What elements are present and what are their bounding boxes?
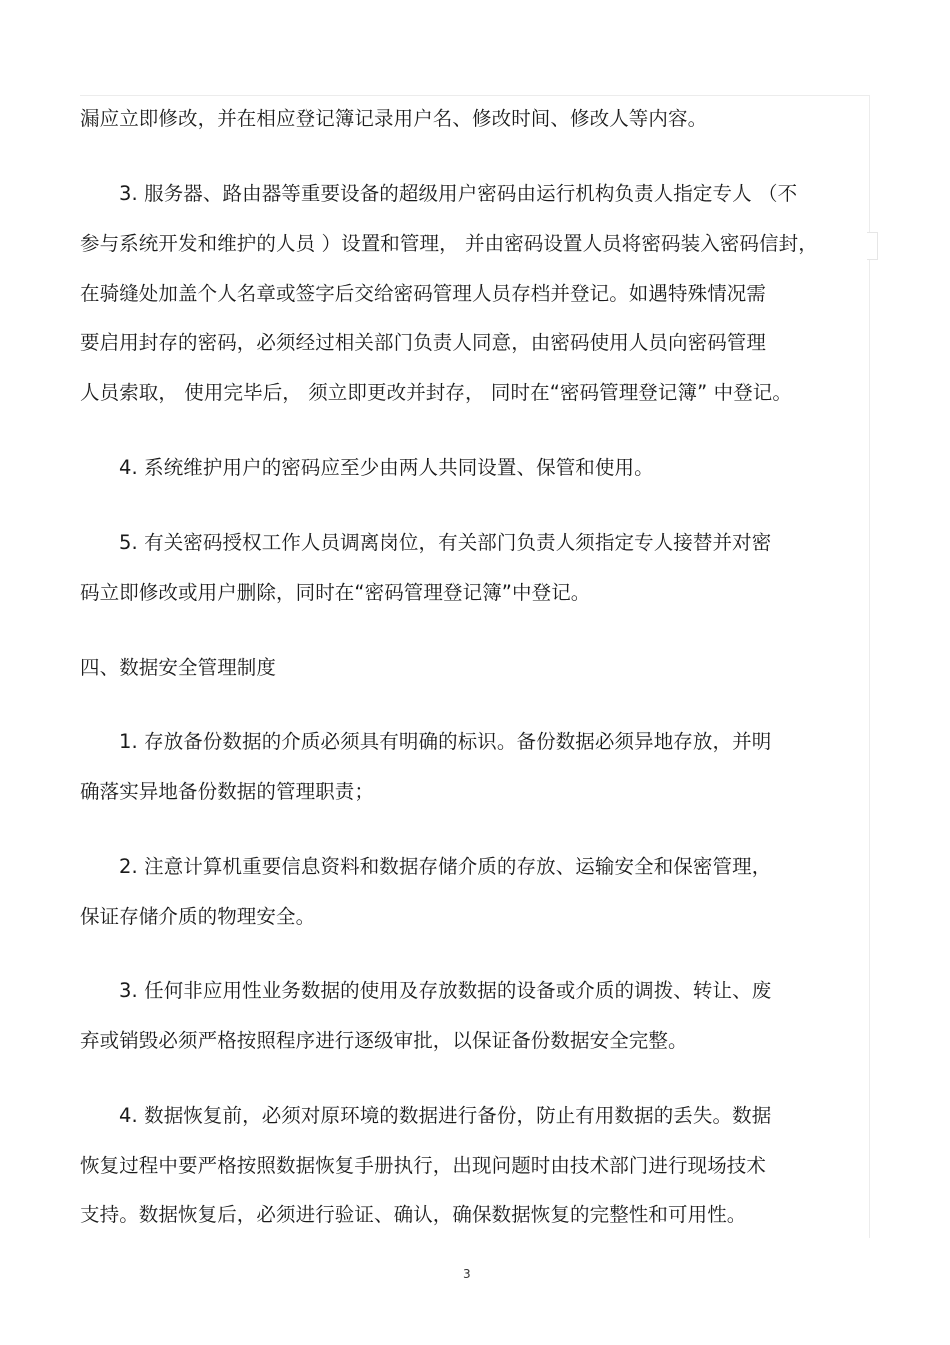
heading-text: 四、数据安全管理制度 <box>80 656 277 679</box>
text-line: 码立即修改或用户删除，同时在“密码管理登记簿”中登记。 <box>80 581 591 604</box>
text-line: 恢复过程中要严格按照数据恢复手册执行，出现问题时由技术部门进行现场技术 <box>80 1154 767 1177</box>
text-line: 漏应立即修改，并在相应登记簿记录用户名、修改时间、修改人等内容。 <box>80 107 708 130</box>
page-border-top <box>80 95 870 96</box>
text-line: 确落实异地备份数据的管理职责； <box>80 780 375 803</box>
text-line: 要启用封存的密码，必须经过相关部门负责人同意，由密码使用人员向密码管理 <box>80 331 767 354</box>
text-line: 3. 服务器、路由器等重要设备的超级用户密码由运行机构负责人指定专人 （不 <box>119 182 798 205</box>
text-line: 人员索取， 使用完毕后， 须立即更改并封存， 同时在“密码管理登记簿” 中登记。 <box>80 381 792 404</box>
page-border-right <box>869 95 870 1238</box>
text-line: 在骑缝处加盖个人名章或签字后交给密码管理人员存档并登记。如遇特殊情况需 <box>80 282 767 305</box>
text-line: 1. 存放备份数据的介质必须具有明确的标识。备份数据必须异地存放，并明 <box>119 730 772 753</box>
text-line: 保证存储介质的物理安全。 <box>80 905 316 928</box>
text-line: 4. 数据恢复前，必须对原环境的数据进行备份，防止有用数据的丢失。数据 <box>119 1104 772 1127</box>
text-line: 弃或销毁必须严格按照程序进行逐级审批，以保证备份数据安全完整。 <box>80 1029 688 1052</box>
text-line: 2. 注意计算机重要信息资料和数据存储介质的存放、运输安全和保密管理， <box>119 855 772 878</box>
page-edge-tab <box>867 232 878 260</box>
text-line: 支持。数据恢复后，必须进行验证、确认，确保数据恢复的完整性和可用性。 <box>80 1203 747 1226</box>
text-line: 3. 任何非应用性业务数据的使用及存放数据的设备或介质的调拨、转让、废 <box>119 979 772 1002</box>
page-number: 3 <box>463 1267 471 1281</box>
text-line: 参与系统开发和维护的人员 ）设置和管理， 并由密码设置人员将密码装入密码信封， <box>80 232 818 255</box>
text-line: 4. 系统维护用户的密码应至少由两人共同设置、保管和使用。 <box>119 456 654 479</box>
text-line: 5. 有关密码授权工作人员调离岗位，有关部门负责人须指定专人接替并对密 <box>119 531 772 554</box>
